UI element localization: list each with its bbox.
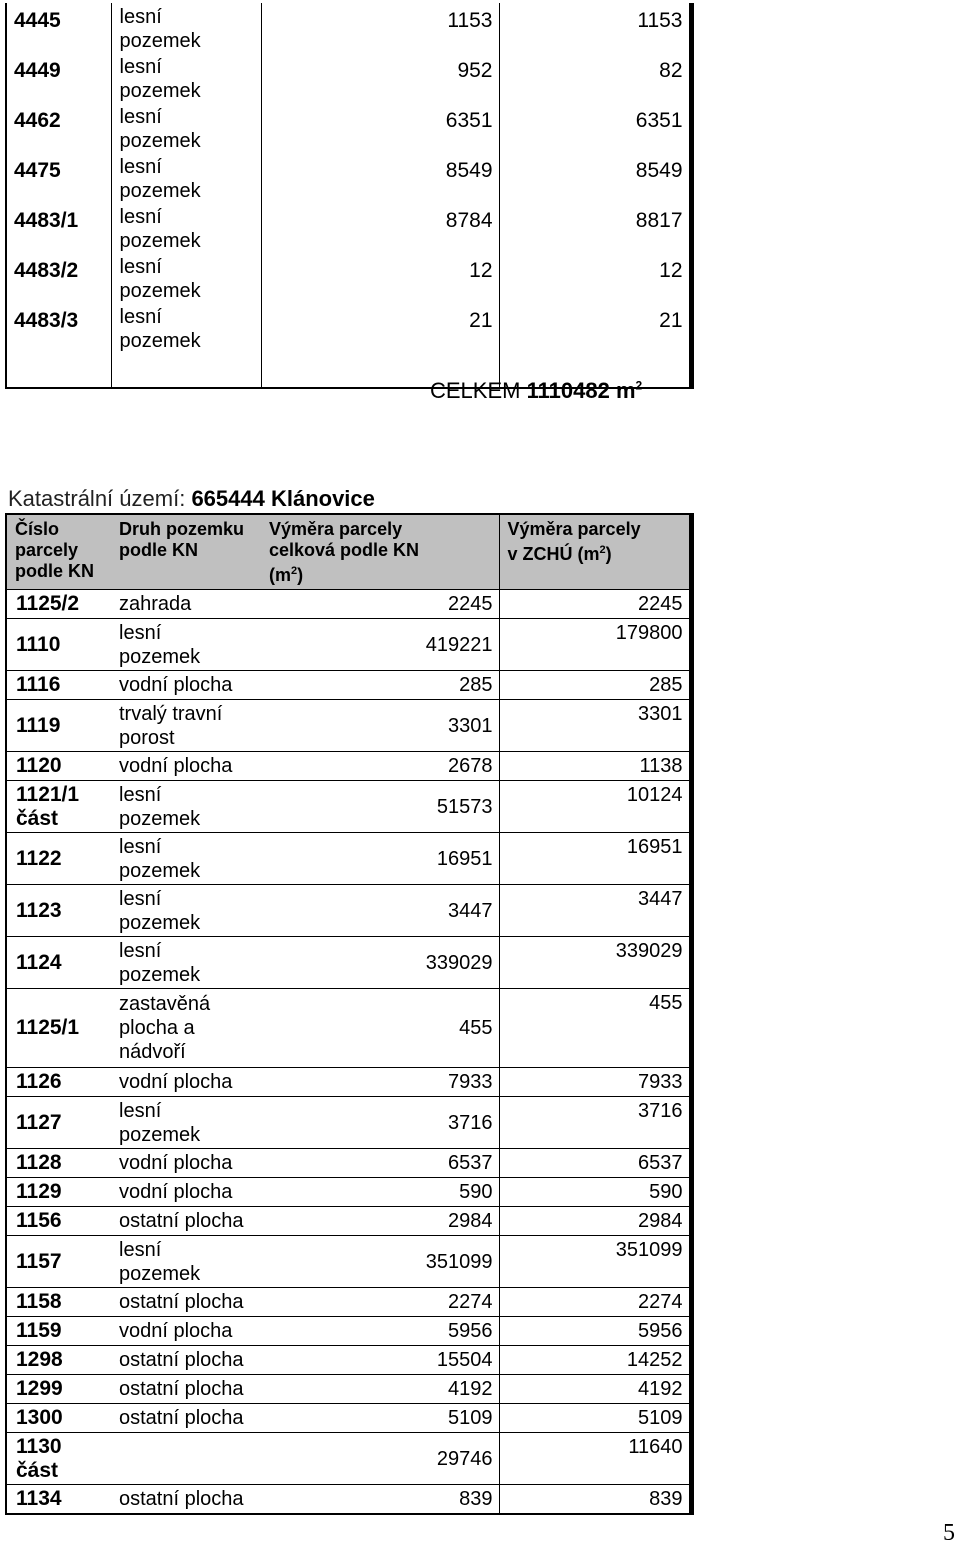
table-row <box>6 590 691 619</box>
parcel-number-line: 1125/2 <box>16 592 80 615</box>
table-row <box>6 103 691 153</box>
total-area: 339029 <box>261 937 499 989</box>
parcel-number-line: 1110 <box>16 632 61 656</box>
parcel-number <box>6 833 111 885</box>
parcel-number <box>6 1485 111 1515</box>
land-type <box>111 1404 261 1433</box>
zchu-area: 339029 <box>499 937 691 989</box>
land-type-line: lesní <box>119 6 162 28</box>
land-type-line: vodní plocha <box>119 674 233 696</box>
parcel-number <box>6 1375 111 1404</box>
zchu-area: 2984 <box>499 1207 691 1236</box>
land-type-line: lesní <box>119 939 162 962</box>
land-type-line: lesní <box>119 835 162 858</box>
table-row <box>6 885 691 937</box>
parcel-number <box>6 590 111 619</box>
land-type-line: lesní <box>119 206 162 228</box>
land-type-line: lesní <box>119 887 162 910</box>
parcel-number: 4483/3 <box>6 303 111 353</box>
land-type-line: ostatní plocha <box>119 1349 244 1371</box>
parcel-number: 4445 <box>6 3 111 53</box>
land-type <box>111 1375 261 1404</box>
zchu-area: 179800 <box>499 619 691 671</box>
zchu-area: 2274 <box>499 1288 691 1317</box>
zchu-area: 11640 <box>499 1433 691 1485</box>
parcel-number-line: 1134 <box>16 1487 62 1510</box>
total-area: 590 <box>261 1178 499 1207</box>
spacer-cell <box>6 353 111 388</box>
table-header-row <box>6 514 691 590</box>
parcel-number-line: 1300 <box>16 1406 63 1429</box>
land-type <box>111 1317 261 1346</box>
land-type-line: pozemek <box>119 859 201 882</box>
total-area: 455 <box>261 989 499 1068</box>
table-row <box>6 752 691 781</box>
parcel-number <box>6 781 111 833</box>
land-type <box>111 303 261 353</box>
parcel-number <box>6 1097 111 1149</box>
parcel-number <box>6 752 111 781</box>
parcel-number <box>6 1236 111 1288</box>
land-type-line: lesní <box>119 783 162 806</box>
land-type-line: plocha a <box>119 1017 195 1039</box>
land-type <box>111 989 261 1068</box>
land-type <box>111 833 261 885</box>
land-type <box>111 1207 261 1236</box>
zchu-area: 7933 <box>499 1068 691 1097</box>
land-type-line: ostatní plocha <box>119 1378 244 1400</box>
land-type <box>111 1236 261 1288</box>
spacer-cell <box>111 353 261 388</box>
table-row <box>6 1149 691 1178</box>
total-area: 952 <box>261 53 499 103</box>
table-row <box>6 1404 691 1433</box>
land-type-line: lesní <box>119 1238 162 1261</box>
total-area: 8549 <box>261 153 499 203</box>
total-area: 3301 <box>261 700 499 752</box>
land-type-line: zahrada <box>119 593 192 615</box>
land-type <box>111 3 261 53</box>
table-row <box>6 53 691 103</box>
land-type-line: pozemek <box>119 30 201 52</box>
parcel-number-line: 1127 <box>16 1110 62 1134</box>
parcel-number <box>6 1404 111 1433</box>
table-row <box>6 203 691 253</box>
land-type-line: vodní plocha <box>119 1071 233 1093</box>
top-parcel-table <box>5 3 694 389</box>
land-type-line: zastavěná <box>119 993 211 1015</box>
parcel-number-line: 1122 <box>16 846 62 870</box>
table-row <box>6 619 691 671</box>
land-type-line: pozemek <box>119 645 201 668</box>
land-type-line: ostatní plocha <box>119 1210 244 1232</box>
land-type-line: vodní plocha <box>119 1181 233 1203</box>
total-area: 12 <box>261 253 499 303</box>
land-type-line: lesní <box>119 156 162 178</box>
parcel-number-line: 1124 <box>16 950 62 974</box>
table-row <box>6 1433 691 1485</box>
header-zchu-area: Výměra parcely v ZCHÚ $(m^2)$ <box>499 514 691 590</box>
total-area: 285 <box>261 671 499 700</box>
land-type <box>111 671 261 700</box>
total-value: 1110482 m <box>526 378 636 403</box>
land-type-line: lesní <box>119 1099 162 1122</box>
total-label: CELKEM <box>430 378 521 403</box>
table-row <box>6 781 691 833</box>
land-type-line: ostatní plocha <box>119 1488 244 1510</box>
parcel-number <box>6 885 111 937</box>
parcel-number-line: 1128 <box>16 1151 62 1174</box>
land-type <box>111 1485 261 1515</box>
land-type-line: ostatní plocha <box>119 1407 244 1429</box>
header-land-type: Druh pozemku podle KN <box>111 514 261 590</box>
parcel-number-line: 1129 <box>16 1180 62 1203</box>
land-type-line: vodní plocha <box>119 1152 233 1174</box>
land-type <box>111 1149 261 1178</box>
parcel-number <box>6 989 111 1068</box>
zchu-area: 14252 <box>499 1346 691 1375</box>
total-area: 2245 <box>261 590 499 619</box>
parcel-number-line: 1116 <box>16 673 61 696</box>
total-area: 2678 <box>261 752 499 781</box>
zchu-area: 6351 <box>499 103 691 153</box>
zchu-area: 16951 <box>499 833 691 885</box>
land-type <box>111 1288 261 1317</box>
zchu-area: 1138 <box>499 752 691 781</box>
parcel-number <box>6 1288 111 1317</box>
land-type-line: pozemek <box>119 1262 201 1285</box>
parcel-number-line: část <box>16 806 59 830</box>
total-area: 2274 <box>261 1288 499 1317</box>
land-type-line: pozemek <box>119 80 201 102</box>
parcel-number-line: 1130 <box>16 1434 62 1458</box>
table-row <box>6 1236 691 1288</box>
parcel-number: 4449 <box>6 53 111 103</box>
zchu-area: 2245 <box>499 590 691 619</box>
parcel-number-line: 1156 <box>16 1209 62 1232</box>
zchu-area: 8549 <box>499 153 691 203</box>
total-area: 15504 <box>261 1346 499 1375</box>
land-type-line: pozemek <box>119 1123 201 1146</box>
table-row <box>6 1346 691 1375</box>
parcel-number <box>6 1068 111 1097</box>
zchu-area: 5109 <box>499 1404 691 1433</box>
parcel-number-line: 1298 <box>16 1348 63 1371</box>
land-type-line: pozemek <box>119 230 201 252</box>
cadastral-value: 665444 Klánovice <box>191 486 375 511</box>
table-row <box>6 1317 691 1346</box>
land-type-line: ostatní plocha <box>119 1291 244 1313</box>
parcel-number-line: 1119 <box>16 713 61 737</box>
land-type <box>111 153 261 203</box>
zchu-area: 590 <box>499 1178 691 1207</box>
table-row <box>6 937 691 989</box>
table-row <box>6 153 691 203</box>
total-area: 839 <box>261 1485 499 1515</box>
zchu-area: 82 <box>499 53 691 103</box>
total-exponent: 2 <box>635 378 643 393</box>
parcel-table <box>5 513 694 1515</box>
land-type <box>111 203 261 253</box>
parcel-number <box>6 1346 111 1375</box>
zchu-area: 5956 <box>499 1317 691 1346</box>
table-row <box>6 1097 691 1149</box>
total-area: 419221 <box>261 619 499 671</box>
parcel-number-line: 1299 <box>16 1377 63 1400</box>
land-type <box>111 1433 261 1485</box>
land-type-line: vodní plocha <box>119 1320 233 1342</box>
total-summary <box>430 378 642 404</box>
land-type <box>111 700 261 752</box>
table-row <box>6 700 691 752</box>
land-type <box>111 53 261 103</box>
land-type <box>111 253 261 303</box>
total-area: 1153 <box>261 3 499 53</box>
parcel-number <box>6 937 111 989</box>
table-row <box>6 1207 691 1236</box>
land-type <box>111 590 261 619</box>
parcel-number <box>6 1207 111 1236</box>
total-area: 3447 <box>261 885 499 937</box>
parcel-number <box>6 619 111 671</box>
parcel-number-line: 1157 <box>16 1249 62 1273</box>
zchu-area: 21 <box>499 303 691 353</box>
land-type <box>111 1346 261 1375</box>
parcel-number-line: 1120 <box>16 754 62 777</box>
table-row <box>6 253 691 303</box>
parcel-number-line: 1125/1 <box>16 1016 80 1039</box>
table-row <box>6 1375 691 1404</box>
parcel-number <box>6 1149 111 1178</box>
parcel-number-line: 1123 <box>16 898 62 922</box>
header-parcel-number: Číslo parcely podle KN <box>6 514 111 590</box>
parcel-number: 4462 <box>6 103 111 153</box>
land-type <box>111 781 261 833</box>
parcel-number-line: 1158 <box>16 1290 62 1313</box>
land-type-line: pozemek <box>119 963 201 986</box>
total-area: 21 <box>261 303 499 353</box>
parcel-number <box>6 1317 111 1346</box>
cadastral-title <box>8 486 375 512</box>
total-area: 5956 <box>261 1317 499 1346</box>
parcel-number <box>6 700 111 752</box>
zchu-area: 8817 <box>499 203 691 253</box>
total-area: 5109 <box>261 1404 499 1433</box>
table-row <box>6 1068 691 1097</box>
land-type <box>111 103 261 153</box>
parcel-number: 4483/1 <box>6 203 111 253</box>
land-type-line: lesní <box>119 256 162 278</box>
zchu-area: 10124 <box>499 781 691 833</box>
table-row <box>6 1485 691 1515</box>
table-row <box>6 671 691 700</box>
total-area: 16951 <box>261 833 499 885</box>
land-type <box>111 619 261 671</box>
land-type-line: trvalý travní <box>119 702 223 725</box>
land-type <box>111 1097 261 1149</box>
land-type-line: pozemek <box>119 330 201 352</box>
total-area: 51573 <box>261 781 499 833</box>
total-area: 8784 <box>261 203 499 253</box>
land-type-line: pozemek <box>119 180 201 202</box>
parcel-number-line: 1126 <box>16 1070 62 1093</box>
zchu-area: 3447 <box>499 885 691 937</box>
zchu-area: 351099 <box>499 1236 691 1288</box>
land-type-line: pozemek <box>119 911 201 934</box>
land-type-line: lesní <box>119 106 162 128</box>
parcel-number-line: 1159 <box>16 1319 62 1342</box>
zchu-area: 12 <box>499 253 691 303</box>
cadastral-label: Katastrální území: <box>8 486 186 511</box>
land-type-line: lesní <box>119 621 162 644</box>
parcel-number <box>6 1433 111 1485</box>
zchu-area: 4192 <box>499 1375 691 1404</box>
land-type <box>111 885 261 937</box>
land-type-line: pozemek <box>119 130 201 152</box>
page-number: 5 <box>943 1520 955 1546</box>
zchu-area: 6537 <box>499 1149 691 1178</box>
total-area: 6537 <box>261 1149 499 1178</box>
parcel-number <box>6 1178 111 1207</box>
land-type <box>111 1068 261 1097</box>
total-area: 29746 <box>261 1433 499 1485</box>
parcel-number: 4475 <box>6 153 111 203</box>
zchu-area: 455 <box>499 989 691 1068</box>
parcel-number <box>6 671 111 700</box>
total-area: 351099 <box>261 1236 499 1288</box>
total-area: 2984 <box>261 1207 499 1236</box>
zchu-area: 839 <box>499 1485 691 1515</box>
header-total-area: Výměra parcely celková podle KN $(m^2)$ <box>261 514 499 590</box>
zchu-area: 1153 <box>499 3 691 53</box>
land-type-line: vodní plocha <box>119 755 233 777</box>
total-area: 4192 <box>261 1375 499 1404</box>
table-row <box>6 3 691 53</box>
parcel-number: 4483/2 <box>6 253 111 303</box>
land-type <box>111 937 261 989</box>
total-area: 6351 <box>261 103 499 153</box>
land-type-line: porost <box>119 726 175 749</box>
table-row <box>6 1178 691 1207</box>
table-row <box>6 989 691 1068</box>
land-type-line: nádvoří <box>119 1041 186 1063</box>
total-area: 7933 <box>261 1068 499 1097</box>
zchu-area: 3301 <box>499 700 691 752</box>
table-row <box>6 833 691 885</box>
land-type-line: lesní <box>119 56 162 78</box>
table-row <box>6 303 691 353</box>
parcel-number-line: 1121/1 <box>16 782 80 806</box>
total-area: 3716 <box>261 1097 499 1149</box>
land-type-line: pozemek <box>119 280 201 302</box>
zchu-area: 285 <box>499 671 691 700</box>
land-type-line: lesní <box>119 306 162 328</box>
land-type <box>111 1178 261 1207</box>
land-type-line: pozemek <box>119 807 201 830</box>
table-row <box>6 1288 691 1317</box>
land-type <box>111 752 261 781</box>
zchu-area: 3716 <box>499 1097 691 1149</box>
parcel-number-line: část <box>16 1458 59 1482</box>
